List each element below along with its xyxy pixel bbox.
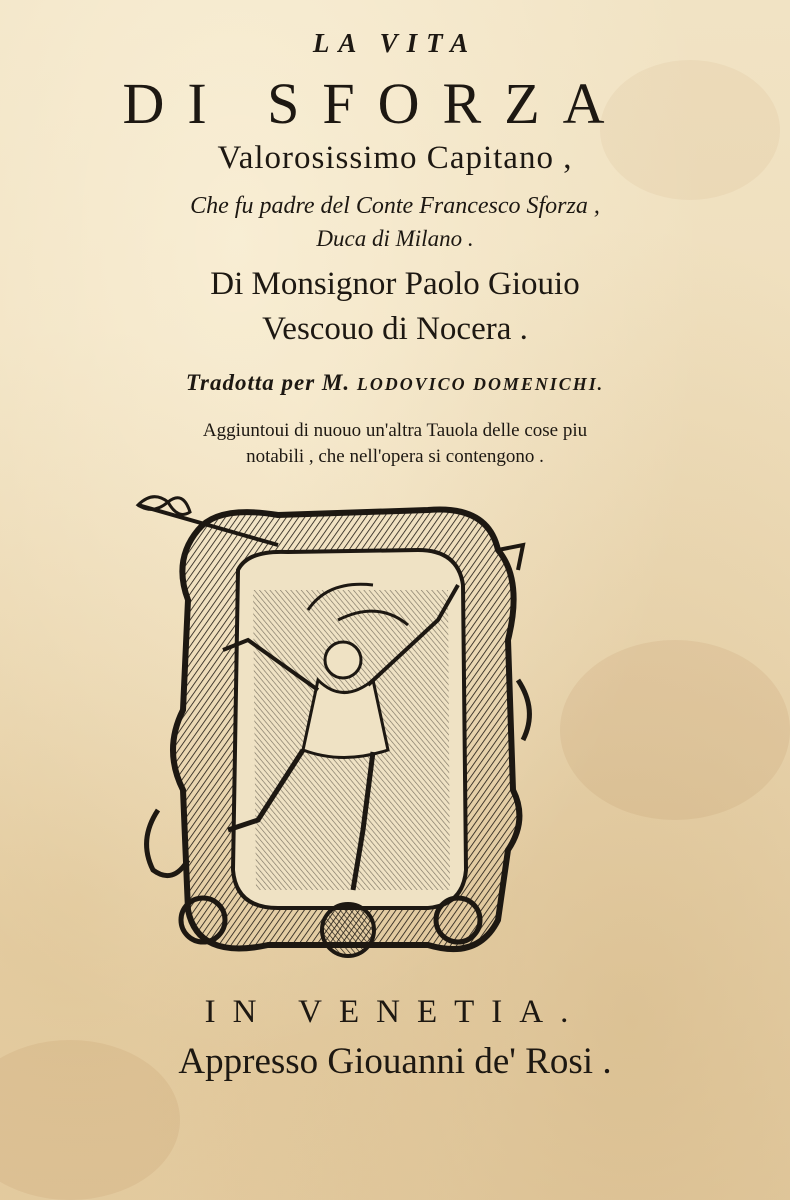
author-title-line: Vescouo di Nocera .	[262, 311, 528, 347]
translator-line	[0, 370, 790, 396]
title-line-la-vita: LA VITA	[312, 28, 478, 58]
subtitle-capitano: Valorosissimo Capitano ,	[217, 140, 573, 176]
paper-stain	[560, 640, 790, 820]
addition-note-line-2: notabili , che nell'opera si contengono .	[246, 446, 544, 467]
author-line: Di Monsignor Paolo Giouio	[210, 266, 580, 302]
addition-note-line-1: Aggiuntoui di nuouo un'altra Tauola delle cose piu	[202, 420, 588, 441]
subtitle-padre: Che fu padre del Conte Francesco Sforza ,	[190, 193, 600, 219]
subtitle-duca: Duca di Milano .	[316, 226, 474, 251]
imprint-place: IN VENETIA.	[204, 994, 586, 1030]
printers-device-woodcut-icon	[128, 490, 548, 980]
title-line-di-sforza: DI SFORZA	[122, 71, 628, 136]
translator-name: LODOVICO DOMENICHI.	[356, 374, 605, 394]
imprint-publisher: Appresso Giouanni de' Rosi .	[178, 1041, 612, 1082]
translator-prefix: Tradotta per M.	[185, 370, 351, 395]
